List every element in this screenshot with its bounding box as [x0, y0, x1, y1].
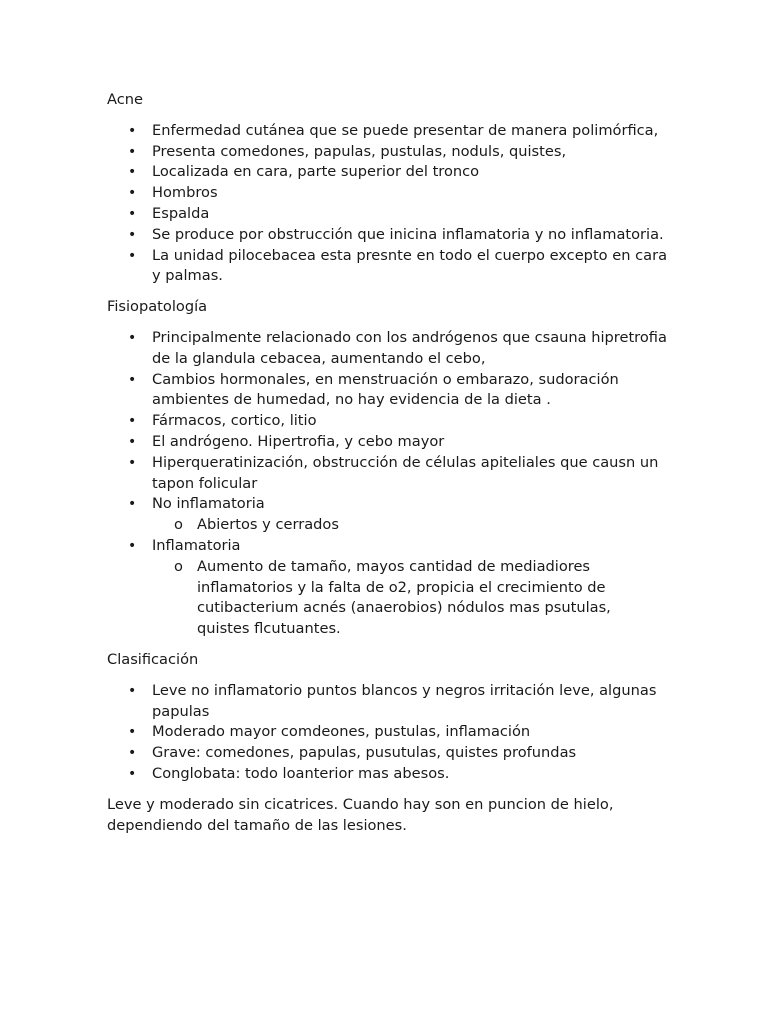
- bullet-icon: •: [128, 247, 137, 264]
- bullet-icon: •: [128, 682, 137, 699]
- list-item-text: No inflamatoria: [152, 495, 265, 513]
- list-item-text: Localizada en cara, parte superior del tronco: [152, 163, 480, 181]
- list-item: [107, 432, 667, 453]
- list-item: [107, 453, 667, 495]
- sub-list-item-text: Abiertos y cerrados: [197, 516, 339, 534]
- bullet-icon: •: [128, 122, 137, 139]
- list-item-text: Espalda: [152, 204, 210, 222]
- sub-list-item-text: Aumento de tamaño, mayos cantidad de mediadiores inflamatorios y la falta de o2, propicia el crecimiento de cutibacterium acnés (anaerobios) nódulos mas psutulas, quistes flcutuantes.: [197, 557, 611, 638]
- list-item-text: Principalmente relacionado con los andrógenos que csauna hipretrofia de la glandula cebacea, aumentando el cebo,: [152, 328, 667, 367]
- list-item-text: Presenta comedones, papulas, pustulas, noduls, quistes,: [152, 142, 567, 160]
- list-item: [107, 536, 667, 640]
- list-item-text: Conglobata: todo loanterior mas abesos.: [152, 764, 450, 782]
- sub-bullet-icon: o: [174, 557, 183, 575]
- list-item: [107, 246, 667, 288]
- list-item-text: Se produce por obstrucción que inicina inflamatoria y no inflamatoria.: [152, 225, 664, 243]
- section-heading: Clasificación: [107, 650, 199, 668]
- bullet-icon: •: [128, 164, 137, 181]
- document-content: [107, 90, 667, 785]
- document-page: [107, 90, 667, 836]
- list-item-text: Leve no inflamatorio puntos blancos y negros irritación leve, algunas papulas: [152, 681, 657, 720]
- list-item: [107, 162, 667, 183]
- sub-list: [152, 557, 667, 640]
- list-item-text: Cambios hormonales, en menstruación o embarazo, sudoración ambientes de humedad, no hay evidencia de la dieta .: [152, 370, 619, 409]
- list-item-text: Hiperqueratinización, obstrucción de células apiteliales que causn un tapon folicular: [152, 453, 659, 492]
- bullet-icon: •: [128, 143, 137, 160]
- list-item: [107, 142, 667, 163]
- bullet-list: [107, 121, 667, 287]
- list-item-text: Enfermedad cutánea que se puede presentar de manera polimórfica,: [152, 121, 659, 139]
- bullet-icon: •: [128, 205, 137, 222]
- list-item: [107, 743, 667, 764]
- bullet-icon: •: [128, 765, 137, 782]
- bullet-icon: •: [128, 745, 137, 762]
- bullet-icon: •: [128, 185, 137, 202]
- sub-list-item: [152, 557, 667, 640]
- bullet-icon: •: [128, 413, 137, 430]
- section-heading: Acne: [107, 91, 143, 108]
- bullet-icon: •: [128, 433, 137, 450]
- list-item: [107, 121, 667, 142]
- bullet-icon: •: [128, 454, 137, 471]
- list-item-text: Fármacos, cortico, litio: [152, 412, 317, 430]
- list-item-text: Inflamatoria: [152, 536, 241, 554]
- sub-list-item: [152, 515, 667, 536]
- bullet-list: [107, 681, 667, 785]
- sub-list: [152, 515, 667, 536]
- list-item: [107, 764, 667, 785]
- bullet-icon: •: [128, 537, 137, 554]
- bullet-icon: •: [128, 329, 137, 346]
- bullet-list: [107, 328, 667, 640]
- list-item: [107, 722, 667, 743]
- list-item-text: El andrógeno. Hipertrofia, y cebo mayor: [152, 432, 445, 450]
- list-item: [107, 183, 667, 204]
- section-heading: Fisiopatología: [107, 298, 208, 316]
- list-item: [107, 225, 667, 246]
- bullet-icon: •: [128, 226, 137, 243]
- list-item: [107, 681, 667, 723]
- list-item-text: Grave: comedones, papulas, pusutulas, quistes profundas: [152, 744, 577, 762]
- list-item-text: Hombros: [152, 184, 218, 202]
- closing-paragraph: Leve y moderado sin cicatrices. Cuando hay son en puncion de hielo, dependiendo del tamaño de las lesiones.: [107, 795, 614, 834]
- list-item: [107, 328, 667, 370]
- list-item: [107, 370, 667, 412]
- sub-bullet-icon: o: [174, 516, 183, 534]
- bullet-icon: •: [128, 496, 137, 513]
- list-item-text: Moderado mayor comdeones, pustulas, inflamación: [152, 723, 531, 741]
- bullet-icon: •: [128, 371, 137, 388]
- list-item: [107, 204, 667, 225]
- list-item: [107, 494, 667, 536]
- list-item-text: La unidad pilocebacea esta presnte en todo el cuerpo excepto en cara y palmas.: [152, 246, 668, 285]
- list-item: [107, 411, 667, 432]
- bullet-icon: •: [128, 724, 137, 741]
